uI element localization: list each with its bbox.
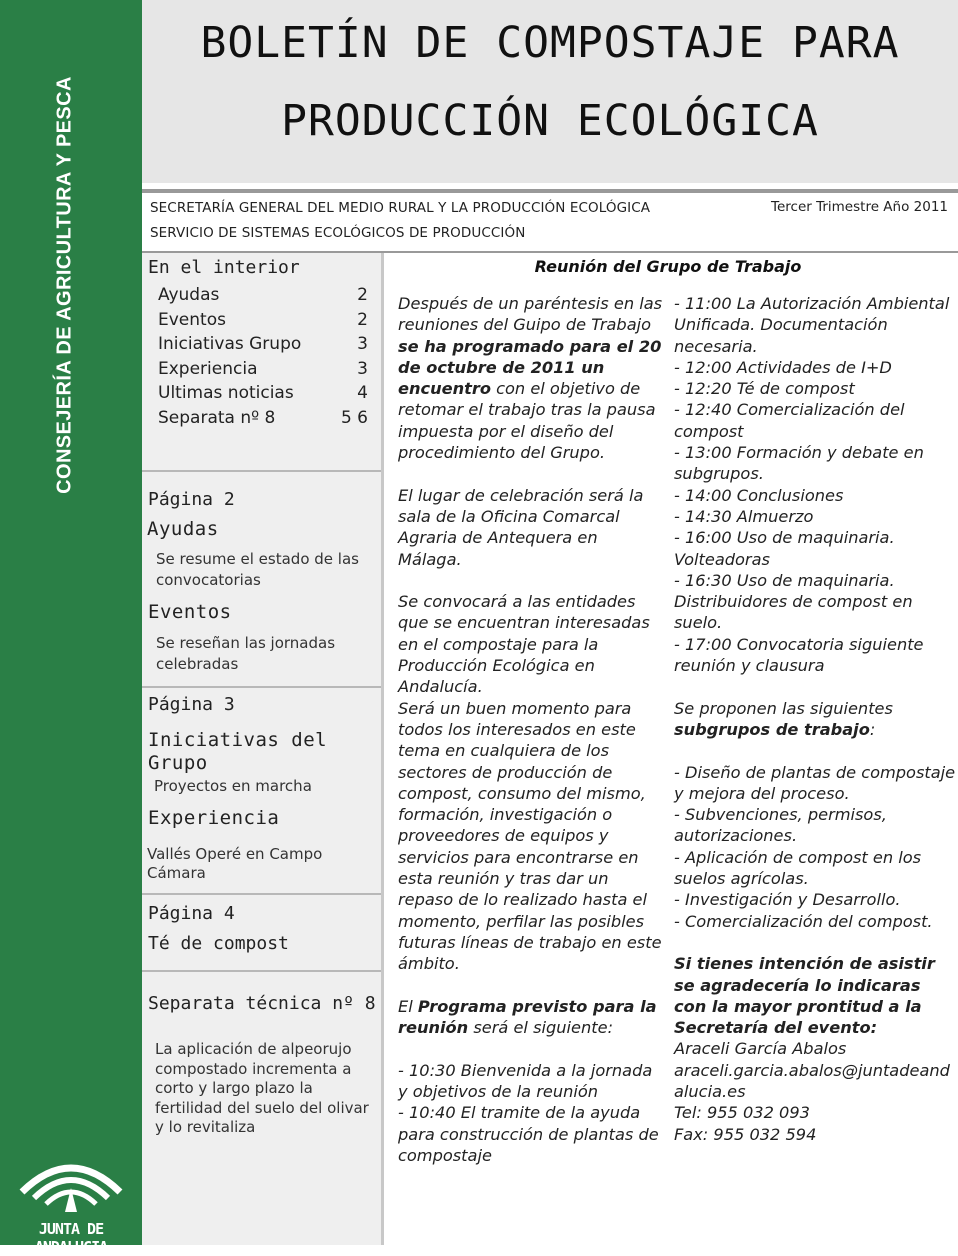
toc-label: Eventos — [158, 310, 226, 330]
program-item: - 10:30 Bienvenida a la jornada y objetivos de la reunión — [398, 1060, 653, 1101]
program-item: - 14:30 Almuerzo — [674, 506, 814, 526]
page-3-heading: Página 3 — [148, 694, 235, 715]
subgroup-item: - Subvenciones, permisos, autorizaciones. — [674, 805, 887, 846]
index-column — [142, 253, 384, 1245]
toc-label: Experiencia — [158, 359, 258, 379]
toc-row[interactable] — [158, 334, 368, 358]
article-column-2 — [674, 293, 956, 1145]
section-divider — [142, 686, 381, 688]
logo-text: JUNTA DE ANDALUCIA — [34, 1220, 108, 1256]
org-line-1: SECRETARÍA GENERAL DEL MEDIO RURAL Y LA PRODUCCIÓN ECOLÓGICA — [150, 200, 651, 216]
bulletin-title-line-1: BOLETÍN DE COMPOSTAJE PARA — [200, 18, 900, 68]
eventos-title: Eventos — [148, 601, 232, 623]
section-divider — [142, 893, 381, 895]
toc-page: 2 — [357, 310, 368, 330]
separata-desc: La aplicación de alpeorujo compostado incrementa a corto y largo plazo la fertilidad del suelo del olivar y lo revitaliza — [155, 1040, 369, 1136]
junta-andalucia-logo-icon — [18, 1148, 124, 1218]
toc-page: 4 — [357, 383, 368, 403]
program-item: - 12:20 Té de compost — [674, 379, 855, 399]
page-2-heading: Página 2 — [148, 489, 235, 510]
toc-heading: En el interior — [148, 257, 300, 278]
toc-page: 2 — [357, 285, 368, 305]
paragraph-convocation: Se convocará a las entidades que se encuentran interesadas en el compostaje para la Producción Ecológica en Andalucía. — [398, 592, 650, 697]
sidebar — [0, 0, 142, 1256]
program-item: - 10:40 El tramite de la ayuda para construcción de plantas de compostaje — [398, 1103, 659, 1165]
toc-label: Separata nº 8 — [158, 408, 276, 428]
article — [384, 253, 958, 1245]
contact-fax: Fax: 955 032 594 — [674, 1124, 817, 1144]
iniciativas-title: Iniciativas del Grupo — [148, 729, 328, 774]
contact-email[interactable]: araceli.garcia.abalos@juntadeandalucia.es — [674, 1060, 950, 1101]
bulletin-title-line-2: PRODUCCIÓN ECOLÓGICA — [281, 96, 819, 146]
experiencia-desc: Vallés Operé en Campo Cámara — [147, 845, 323, 882]
subgroups-intro: Se proponen las siguientes subgrupos de trabajo: — [674, 698, 893, 739]
program-item: - 16:30 Uso de maquinaria. Distribuidores de compost en suelo. — [674, 570, 913, 633]
program-item: - 12:00 Actividades de I+D — [674, 357, 892, 377]
section-divider — [142, 470, 381, 472]
toc-row[interactable] — [158, 359, 368, 383]
title-band — [142, 0, 958, 183]
program-item: - 12:40 Comercialización del compost — [674, 400, 905, 441]
toc-page: 3 — [357, 334, 368, 354]
program-item: - 17:00 Convocatoria siguiente reunión y clausura — [674, 634, 924, 676]
subgroup-item: - Comercialización del compost. — [674, 911, 933, 931]
separata-heading: Separata técnica nº 8 — [148, 993, 376, 1014]
contact-phone: Tel: 955 032 093 — [674, 1103, 810, 1123]
program-item: - 14:00 Conclusiones — [674, 485, 844, 505]
toc-page: 5 6 — [340, 408, 368, 428]
toc-row[interactable] — [158, 383, 368, 407]
period-label: Tercer Trimestre Año 2011 — [771, 199, 948, 215]
subgroup-item: - Aplicación de compost en los suelos agrícolas. — [674, 847, 922, 889]
experiencia-title: Experiencia — [148, 807, 280, 829]
attendance-note: Si tienes intención de asistir se agradecería lo indicaras con la mayor prontitud a la Secretaría del evento: — [674, 954, 935, 1038]
toc-label: Ultimas noticias — [158, 383, 294, 403]
program-item: - 16:00 Uso de maquinaria. Volteadoras — [674, 528, 895, 569]
eventos-desc: Se reseñan las jornadas celebradas — [156, 634, 336, 673]
paragraph-intro: Después de un paréntesis en las reuniones del Guipo de Trabajo se ha programado para el 20 de octubre de 2011 un encuentro con el objetivo de retomar el trabajo tras la pausa impuesta por el diseño del procedimiento del Grupo. — [398, 294, 663, 463]
program-item: - 11:00 La Autorización Ambiental Unificada. Documentación necesaria. — [674, 294, 950, 356]
page-4-item: Té de compost — [148, 933, 289, 954]
header — [142, 183, 958, 253]
junta-andalucia-logo — [0, 1140, 142, 1256]
toc-page: 3 — [357, 359, 368, 379]
sidebar-vertical-label: CONSEJERÍA DE AGRICULTURA Y PESCA — [53, 76, 76, 494]
section-divider — [142, 970, 381, 972]
toc-row[interactable] — [158, 285, 368, 309]
program-item: - 13:00 Formación y debate en subgrupos. — [674, 443, 924, 484]
paragraph-opportunity: Será un buen momento para todos los interesados en este tema en cualquiera de los sectores de producción de compost, consumo del mismo, formación, investigación o proveedores de equipos y servicios para encontrarse en esta reunión y tras dar un repaso de lo realizado hasta el momento, perfilar las posibles futuras líneas de trabajo en este ámbito. — [398, 698, 662, 974]
paragraph-location: El lugar de celebración será la sala de la Oficina Comarcal Agraria de Antequera en Málaga. — [398, 485, 644, 569]
subgroup-item: - Investigación y Desarrollo. — [674, 890, 901, 910]
header-divider-top — [142, 189, 958, 193]
toc-label: Iniciativas Grupo — [158, 334, 302, 354]
contact-name: Araceli García Abalos — [674, 1039, 847, 1059]
toc-label: Ayudas — [158, 285, 220, 305]
iniciativas-desc: Proyectos en marcha — [154, 777, 312, 795]
org-line-2: SERVICIO DE SISTEMAS ECOLÓGICOS DE PRODUCCIÓN — [150, 225, 526, 241]
subgroup-item: - Diseño de plantas de compostaje y mejora del proceso. — [674, 762, 956, 803]
ayudas-desc: Se resume el estado de las convocatorias — [156, 550, 359, 589]
toc-row[interactable] — [158, 310, 368, 334]
article-title: Reunión del Grupo de Trabajo — [534, 257, 802, 276]
paragraph-program-intro: El Programa previsto para la reunión será el siguiente: — [398, 996, 657, 1038]
toc-row[interactable] — [158, 408, 368, 432]
article-column-1 — [398, 293, 666, 1166]
page-4-heading: Página 4 — [148, 903, 235, 924]
ayudas-title: Ayudas — [147, 518, 219, 540]
